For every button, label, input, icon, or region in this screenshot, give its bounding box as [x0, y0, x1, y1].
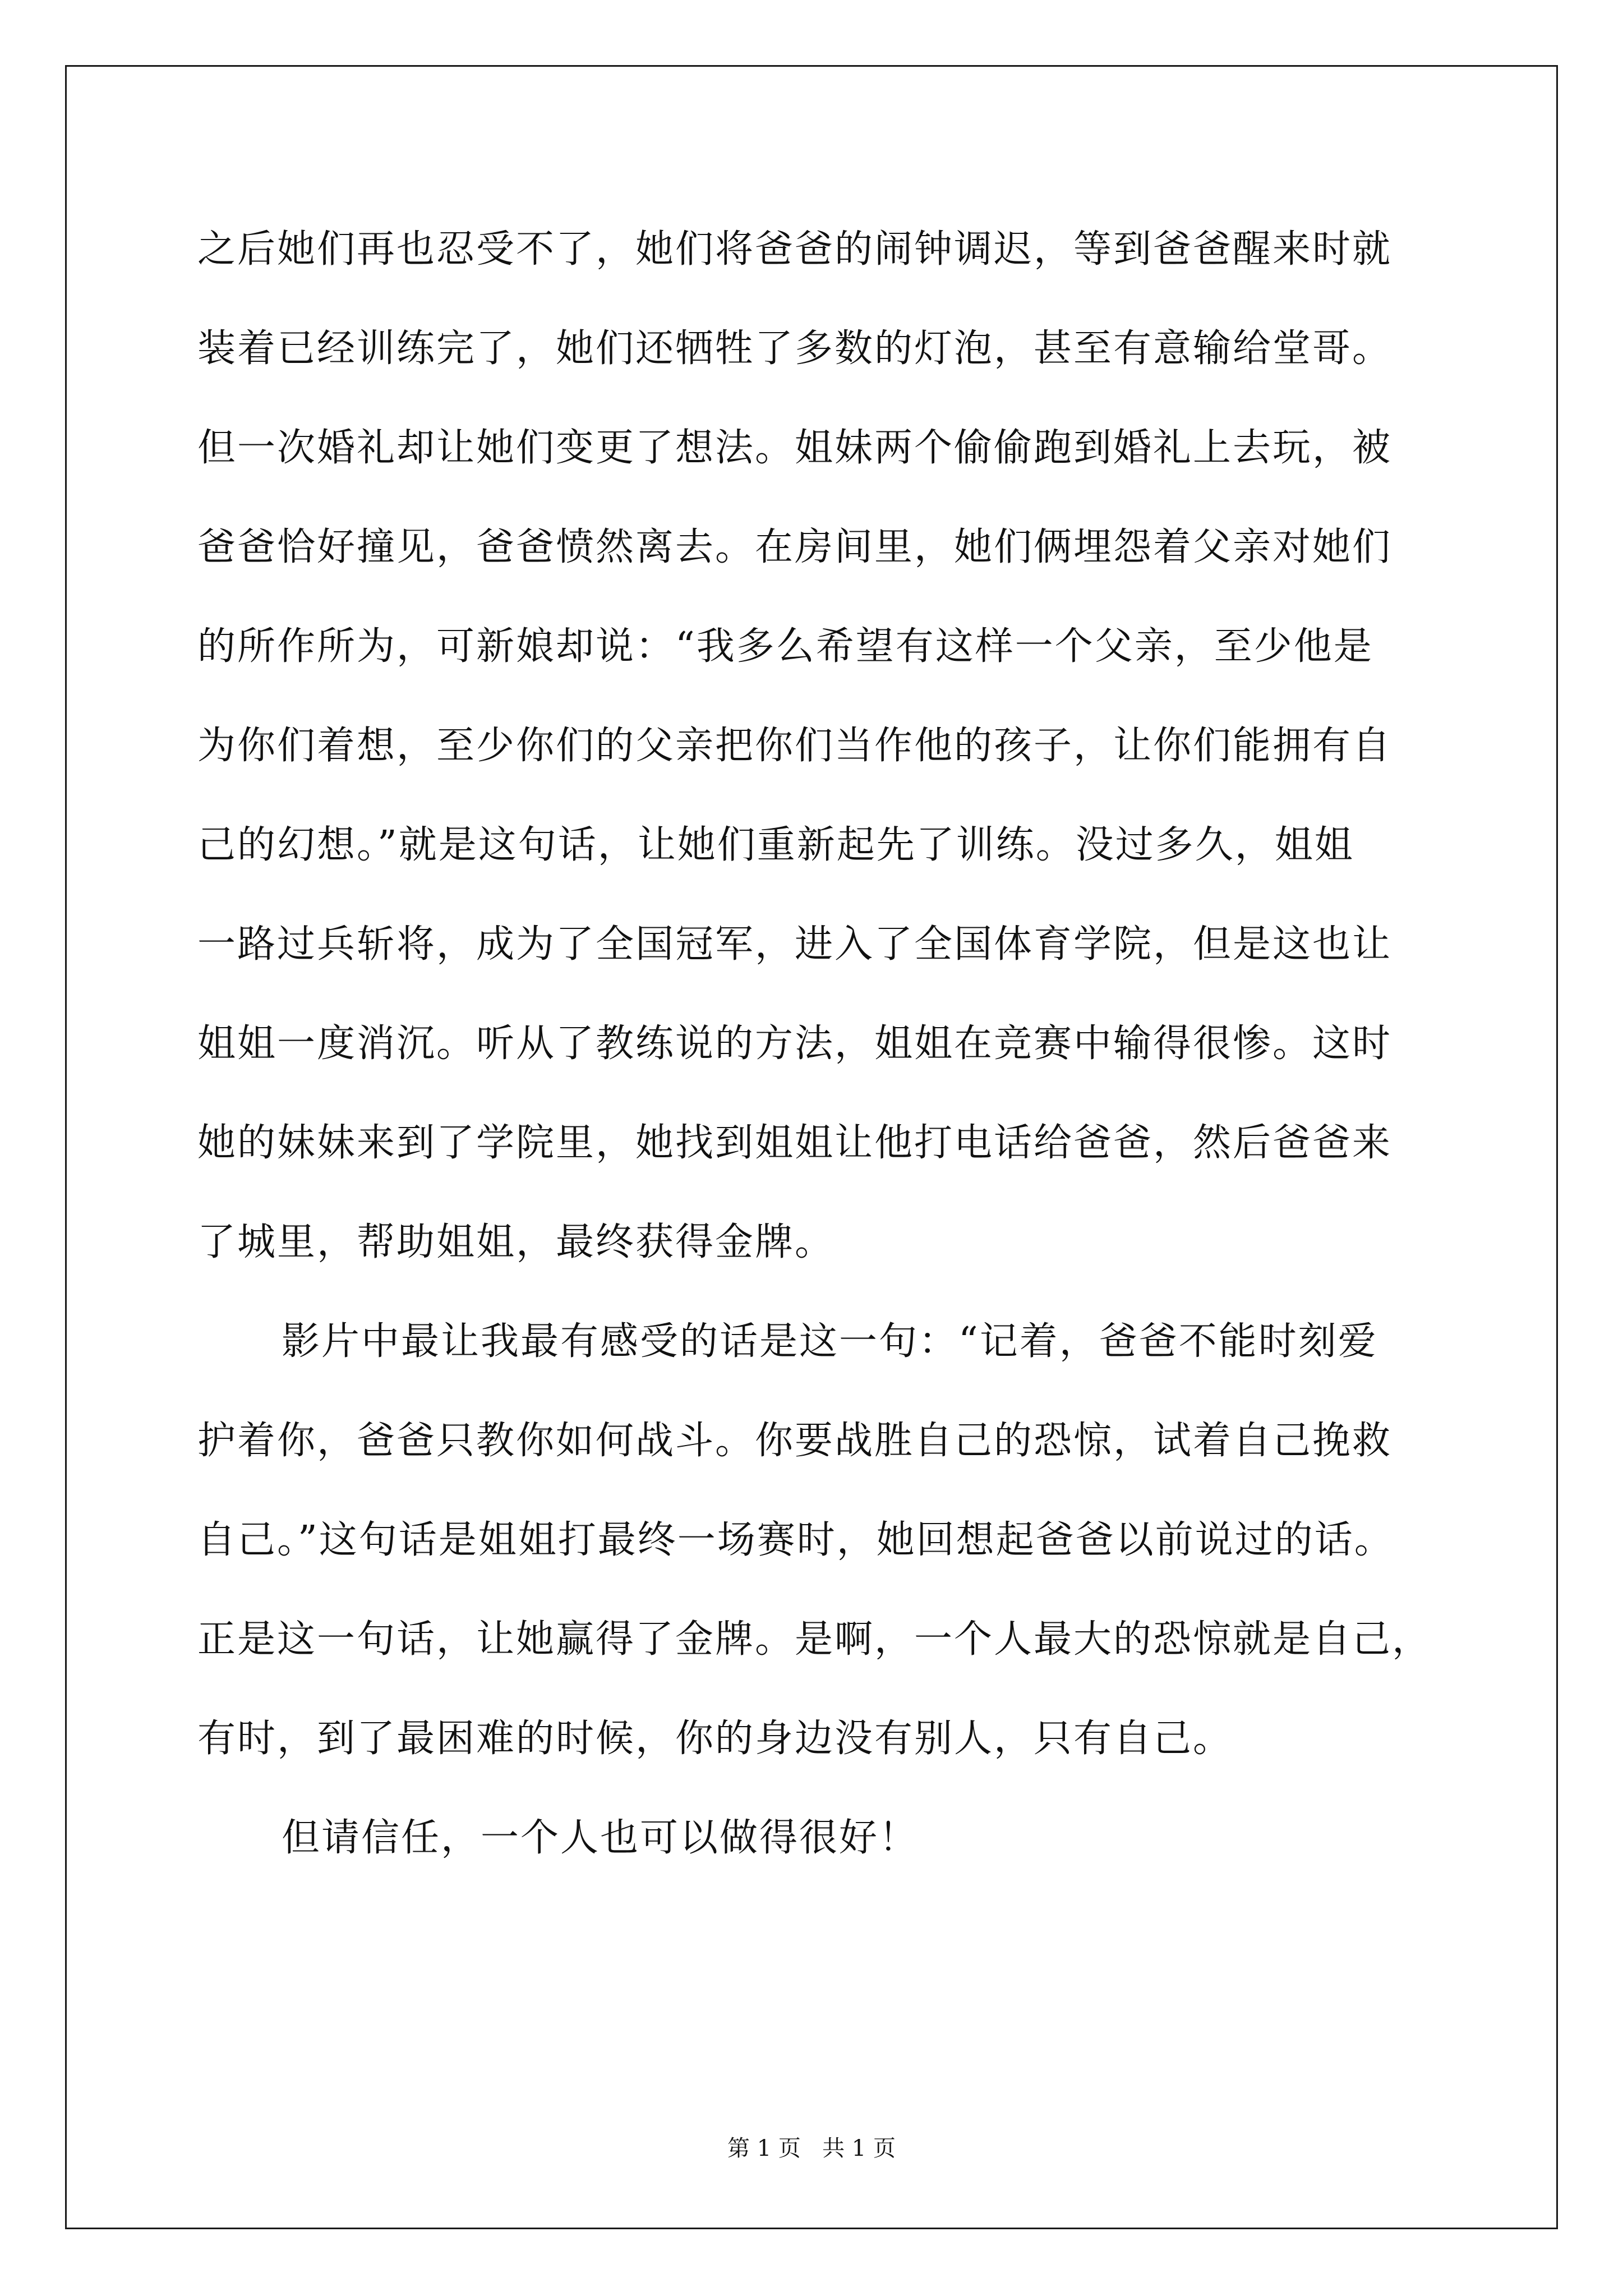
text-line: 为你们着想，至少你们的父亲把你们当作他的孩子，让你们能拥有自	[197, 724, 1393, 768]
text-line: 姐姐一度消沉。听从了教练说的方法，姐姐在竞赛中输得很惨。这时	[197, 1022, 1393, 1066]
text-line: 自己。”这句话是姐姐打最终一场赛时，她回想起爸爸以前说过的话。	[197, 1518, 1394, 1562]
text-line: 之后她们再也忍受不了，她们将爸爸的闹钟调迟，等到爸爸醒来时就	[197, 227, 1393, 272]
text-line: 有时，到了最困难的时候，你的身边没有别人，只有自己。	[197, 1717, 1233, 1761]
text-line: 爸爸恰好撞见，爸爸愤然离去。在房间里，她们俩埋怨着父亲对她们	[197, 525, 1393, 569]
text-line: 了城里，帮助姐姐，最终获得金牌。	[197, 1220, 835, 1264]
footer-total-pages: 共 1 页	[822, 2136, 896, 2161]
text-line: 她的妹妹来到了学院里，她找到姐姐让他打电话给爸爸，然后爸爸来	[197, 1121, 1393, 1165]
text-line: 的所作所为，可新娘却说：“我多么希望有这样一个父亲，至少他是	[197, 624, 1373, 669]
text-line: 己的幻想。”就是这句话，让她们重新起先了训练。没过多久，姐姐	[197, 823, 1354, 867]
document-body	[197, 216, 1431, 1904]
text-line: 但请信任，一个人也可以做得很好！	[282, 1816, 919, 1860]
text-line: 正是这一句话，让她赢得了金牌。是啊，一个人最大的恐惊就是自己，	[197, 1617, 1432, 1662]
text-line: 影片中最让我最有感受的话是这一句：“记着，爸爸不能时刻爱	[282, 1319, 1378, 1364]
text-line: 但一次婚礼却让她们变更了想法。姐妹两个偷偷跑到婚礼上去玩，被	[197, 426, 1393, 470]
page-footer	[0, 2132, 1623, 2165]
text-line: 一路过兵斩将，成为了全国冠军，进入了全国体育学院，但是这也让	[197, 922, 1393, 967]
text-line: 装着已经训练完了，她们还牺牲了多数的灯泡，甚至有意输给堂哥。	[197, 326, 1393, 371]
footer-page-number: 第 1 页	[727, 2136, 801, 2161]
text-line: 护着你，爸爸只教你如何战斗。你要战胜自己的恐惊，试着自己挽救	[197, 1419, 1393, 1463]
